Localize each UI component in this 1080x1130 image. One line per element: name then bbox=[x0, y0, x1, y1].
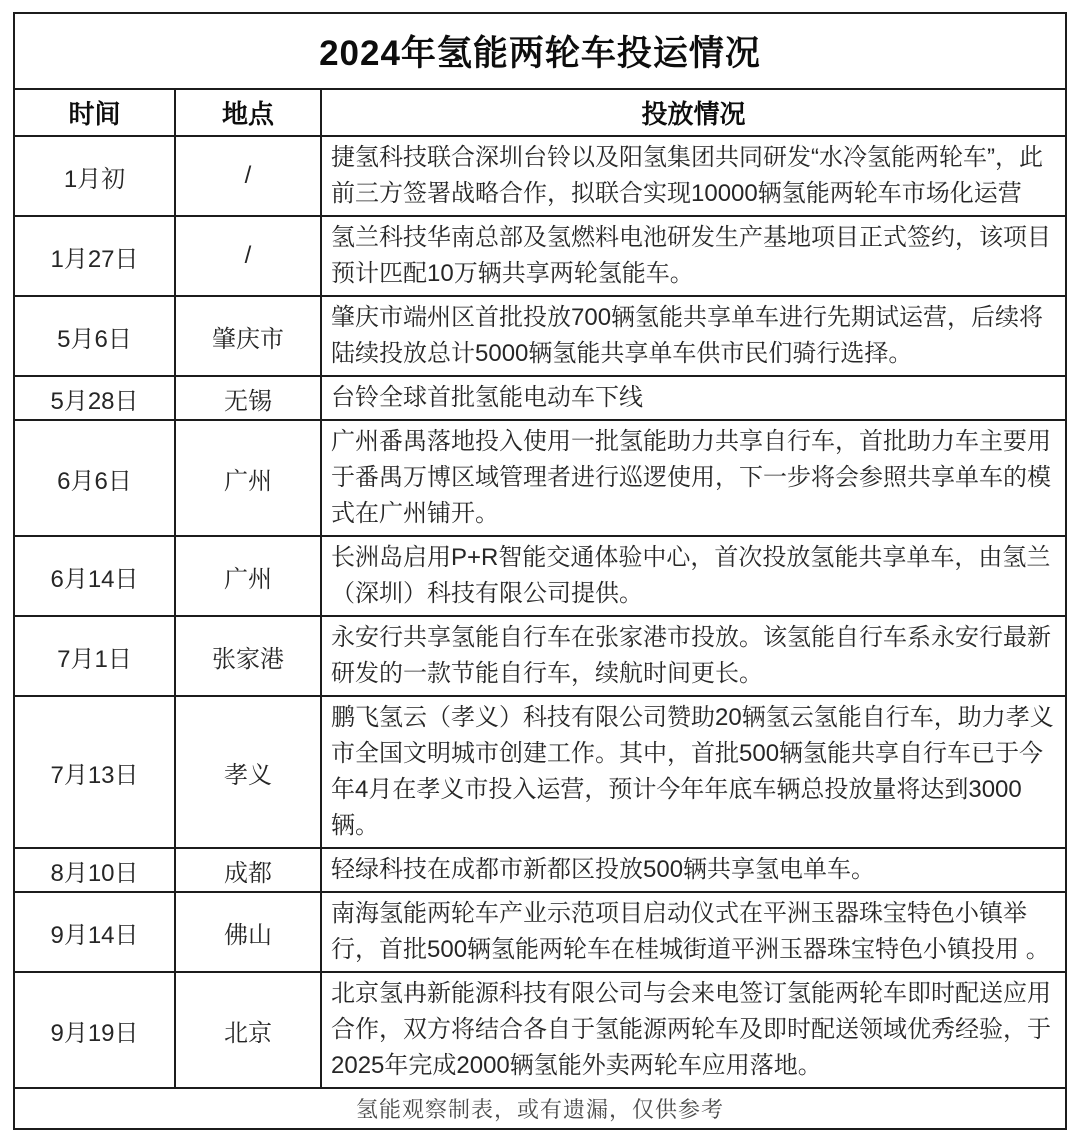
table-foot bbox=[14, 1088, 1066, 1129]
table-row bbox=[14, 892, 1066, 972]
table-row bbox=[14, 376, 1066, 420]
place-cell: 广州 bbox=[175, 536, 321, 616]
table-row bbox=[14, 536, 1066, 616]
place-cell: 无锡 bbox=[175, 376, 321, 420]
time-cell: 7月13日 bbox=[14, 696, 175, 848]
time-cell: 5月6日 bbox=[14, 296, 175, 376]
place-cell: / bbox=[175, 216, 321, 296]
time-cell: 1月初 bbox=[14, 136, 175, 216]
footer-row bbox=[14, 1088, 1066, 1129]
column-header-place: 地点 bbox=[175, 89, 321, 136]
detail-cell: 轻绿科技在成都市新都区投放500辆共享氢电单车。 bbox=[321, 848, 1066, 892]
time-cell: 8月10日 bbox=[14, 848, 175, 892]
time-cell: 9月19日 bbox=[14, 972, 175, 1088]
place-cell: 孝义 bbox=[175, 696, 321, 848]
table-row bbox=[14, 420, 1066, 536]
table-body bbox=[14, 136, 1066, 1088]
table-row bbox=[14, 616, 1066, 696]
place-cell: 肇庆市 bbox=[175, 296, 321, 376]
detail-cell: 台铃全球首批氢能电动车下线 bbox=[321, 376, 1066, 420]
table-row bbox=[14, 696, 1066, 848]
time-cell: 5月28日 bbox=[14, 376, 175, 420]
detail-cell: 北京氢冉新能源科技有限公司与会来电签订氢能两轮车即时配送应用合作，双方将结合各自于氢能源两轮车及即时配送领域优秀经验，于2025年完成2000辆氢能外卖两轮车应用落地。 bbox=[321, 972, 1066, 1088]
column-header-detail: 投放情况 bbox=[321, 89, 1066, 136]
table-row bbox=[14, 972, 1066, 1088]
table-row bbox=[14, 216, 1066, 296]
time-cell: 6月6日 bbox=[14, 420, 175, 536]
time-cell: 6月14日 bbox=[14, 536, 175, 616]
column-header-time: 时间 bbox=[14, 89, 175, 136]
place-cell: 成都 bbox=[175, 848, 321, 892]
place-cell: 广州 bbox=[175, 420, 321, 536]
table-row bbox=[14, 136, 1066, 216]
place-cell: 张家港 bbox=[175, 616, 321, 696]
table-row bbox=[14, 848, 1066, 892]
time-cell: 7月1日 bbox=[14, 616, 175, 696]
detail-cell: 永安行共享氢能自行车在张家港市投放。该氢能自行车系永安行最新研发的一款节能自行车，续航时间更长。 bbox=[321, 616, 1066, 696]
deployment-table bbox=[13, 12, 1067, 1130]
detail-cell: 广州番禺落地投入使用一批氢能助力共享自行车，首批助力车主要用于番禺万博区域管理者进行巡逻使用，下一步将会参照共享单车的模式在广州铺开。 bbox=[321, 420, 1066, 536]
header-row bbox=[14, 89, 1066, 136]
time-cell: 1月27日 bbox=[14, 216, 175, 296]
table-head bbox=[14, 13, 1066, 136]
detail-cell: 鹏飞氢云（孝义）科技有限公司赞助20辆氢云氢能自行车，助力孝义市全国文明城市创建工作。其中，首批500辆氢能共享自行车已于今年4月在孝义市投入运营，预计今年年底车辆总投放量将达到3000辆。 bbox=[321, 696, 1066, 848]
time-cell: 9月14日 bbox=[14, 892, 175, 972]
detail-cell: 长洲岛启用P+R智能交通体验中心，首次投放氢能共享单车，由氢兰（深圳）科技有限公司提供。 bbox=[321, 536, 1066, 616]
title-row bbox=[14, 13, 1066, 89]
place-cell: 北京 bbox=[175, 972, 321, 1088]
table-row bbox=[14, 296, 1066, 376]
footer-note: 氢能观察制表，或有遗漏，仅供参考 bbox=[14, 1088, 1066, 1129]
detail-cell: 南海氢能两轮车产业示范项目启动仪式在平洲玉器珠宝特色小镇举行，首批500辆氢能两轮车在桂城街道平洲玉器珠宝特色小镇投用 。 bbox=[321, 892, 1066, 972]
place-cell: 佛山 bbox=[175, 892, 321, 972]
detail-cell: 肇庆市端州区首批投放700辆氢能共享单车进行先期试运营，后续将陆续投放总计5000辆氢能共享单车供市民们骑行选择。 bbox=[321, 296, 1066, 376]
place-cell: / bbox=[175, 136, 321, 216]
detail-cell: 捷氢科技联合深圳台铃以及阳氢集团共同研发“水冷氢能两轮车”，此前三方签署战略合作，拟联合实现10000辆氢能两轮车市场化运营 bbox=[321, 136, 1066, 216]
page-title: 2024年氢能两轮车投运情况 bbox=[14, 13, 1066, 89]
detail-cell: 氢兰科技华南总部及氢燃料电池研发生产基地项目正式签约，该项目预计匹配10万辆共享两轮氢能车。 bbox=[321, 216, 1066, 296]
